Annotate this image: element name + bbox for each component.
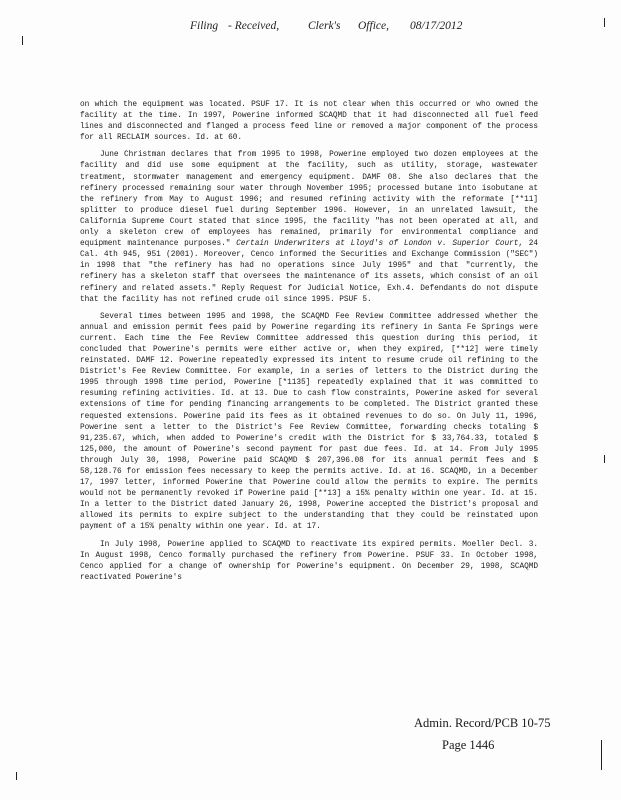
filing-header bbox=[190, 20, 510, 36]
page-number-stamp: Page 1446 bbox=[442, 738, 495, 752]
paragraph-3: Several times between 1995 and 1998, the SCAQMD Fee Review Committee addressed whether the annual and emission permit fees paid by Powerine regarding its refinery in Santa Fe Springs were current. Each time the Fee Review Committee addressed this question during this period, it concluded that Powerine's permits were either active or, when they expired, [**12] were timely reinstated. DAMF 12. Powerine repeatedly expressed its intent to resume crude oil refining to the District's Fee Review Committee. For example, in a series of letters to the District during the 1995 through 1998 time period, Powerine [*1135] repeatedly explained that it was committed to resuming refining activities. Id. at 13. Due to cash flow constraints, Powerine asked for several extensions of time for pending financing arrangements to be completed. The District granted these requested extensions. Powerine paid its fees as it obtained revenues to do so. On July 11, 1996, Powerine sent a letter to the District's Fee Review Committee, forwarding checks totaling $ 91,235.67, which, when added to Powerine's credit with the District for $ 33,764.33, totaled $ 125,000, the amount of Powerine's second payment for past due fees. Id. at 14. From July 1995 through July 30, 1998, Powerine paid SCAQMD $ 207,396.08 for its annual permit fees and $ 58,128.76 for emission fees necessary to keep the permits active. Id. at 16. SCAQMD, in a December 17, 1997 letter, informed Powerine that Powerine could allow the permits to expire. The permits would not be permanently revoked if Powerine paid [**13] a 15% penalty within one year. Id. at 15. In a letter to the District dated January 26, 1998, Powerine accepted the District's proposal and allowed its permits to expire subject to the understanding that they could be reinstated upon payment of a 15% penalty within one year. Id. at 17. bbox=[80, 312, 538, 532]
paragraph-2-part-b: , 24 Cal. 4th 945, 951 (2001). Moreover, Cenco informed the Securities and Exchange Commission ("SEC") in 1998 that "the refinery has had no operations since July 1995" and that "currently, the refinery has a skeleton staff that oversees the maintenance of its assets, which consist of an oil refinery and related assets." Reply Request for Judicial Notice, Exh.4. Defendants do not dispute that the facility has not refined crude oil since 1995. PSUF 5. bbox=[80, 240, 539, 304]
scan-mark-left-bottom bbox=[16, 772, 17, 780]
header-clerks: Clerk's bbox=[308, 20, 341, 32]
scan-mark-right-middle bbox=[604, 455, 605, 463]
admin-record-stamp: Admin. Record/PCB 10-75 bbox=[414, 716, 551, 730]
header-date: 08/17/2012 bbox=[410, 20, 463, 32]
header-filing: Filing bbox=[190, 20, 219, 32]
header-office: Office, bbox=[358, 20, 389, 32]
scan-mark-right-top bbox=[604, 18, 605, 27]
paragraph-2-part-a: June Christman declares that from 1995 to 1998, Powerine employed two dozen employees at the facility and did use some equipment at the facility, such as utility, storage, wastewater treatment, stormwater management and emergency equipment. DAMF 08. She also declares that the refinery processed remaining sour water through November 1995; processed butane into isobutane at the refinery from May to August 1996; and resumed refining activity with the reformate [**11] splitter to produce diesel fuel during September 1996. However, in an unrelated lawsuit, the California Supreme Court stated that since 1995, the facility "has not been operated at all, and only a skeleton crew of employees has remained, primarily for environmental compliance and equipment maintenance purposes." bbox=[80, 151, 538, 249]
scan-mark-left-top bbox=[22, 36, 23, 45]
header-received: - Received, bbox=[228, 20, 280, 32]
paragraph-4: In July 1998, Powerine applied to SCAQMD to reactivate its expired permits. Moeller Decl. 3. In August 1998, Cenco formally purchased the refinery from Powerine. PSUF 33. In October 1998, Cenco applied for a change of ownership for Powerine's equipment. On December 29, 1998, SCAQMD reactivated Powerine's bbox=[80, 540, 538, 582]
document-body bbox=[80, 100, 538, 590]
scan-mark-right-bottom bbox=[601, 740, 602, 770]
paragraph-2 bbox=[80, 150, 538, 305]
paragraph-1: on which the equipment was located. PSUF 17. It is not clear when this occurred or who owned the facility at the time. In 1997, Powerine informed SCAQMD that it had disconnected all fuel feed lines and disconnected and flanged a process feed line or removed a major component of the process for all RECLAIM sources. Id. at 60. bbox=[80, 101, 538, 143]
case-citation: Certain Underwriters at Lloyd's of London v. Superior Court bbox=[236, 240, 519, 249]
